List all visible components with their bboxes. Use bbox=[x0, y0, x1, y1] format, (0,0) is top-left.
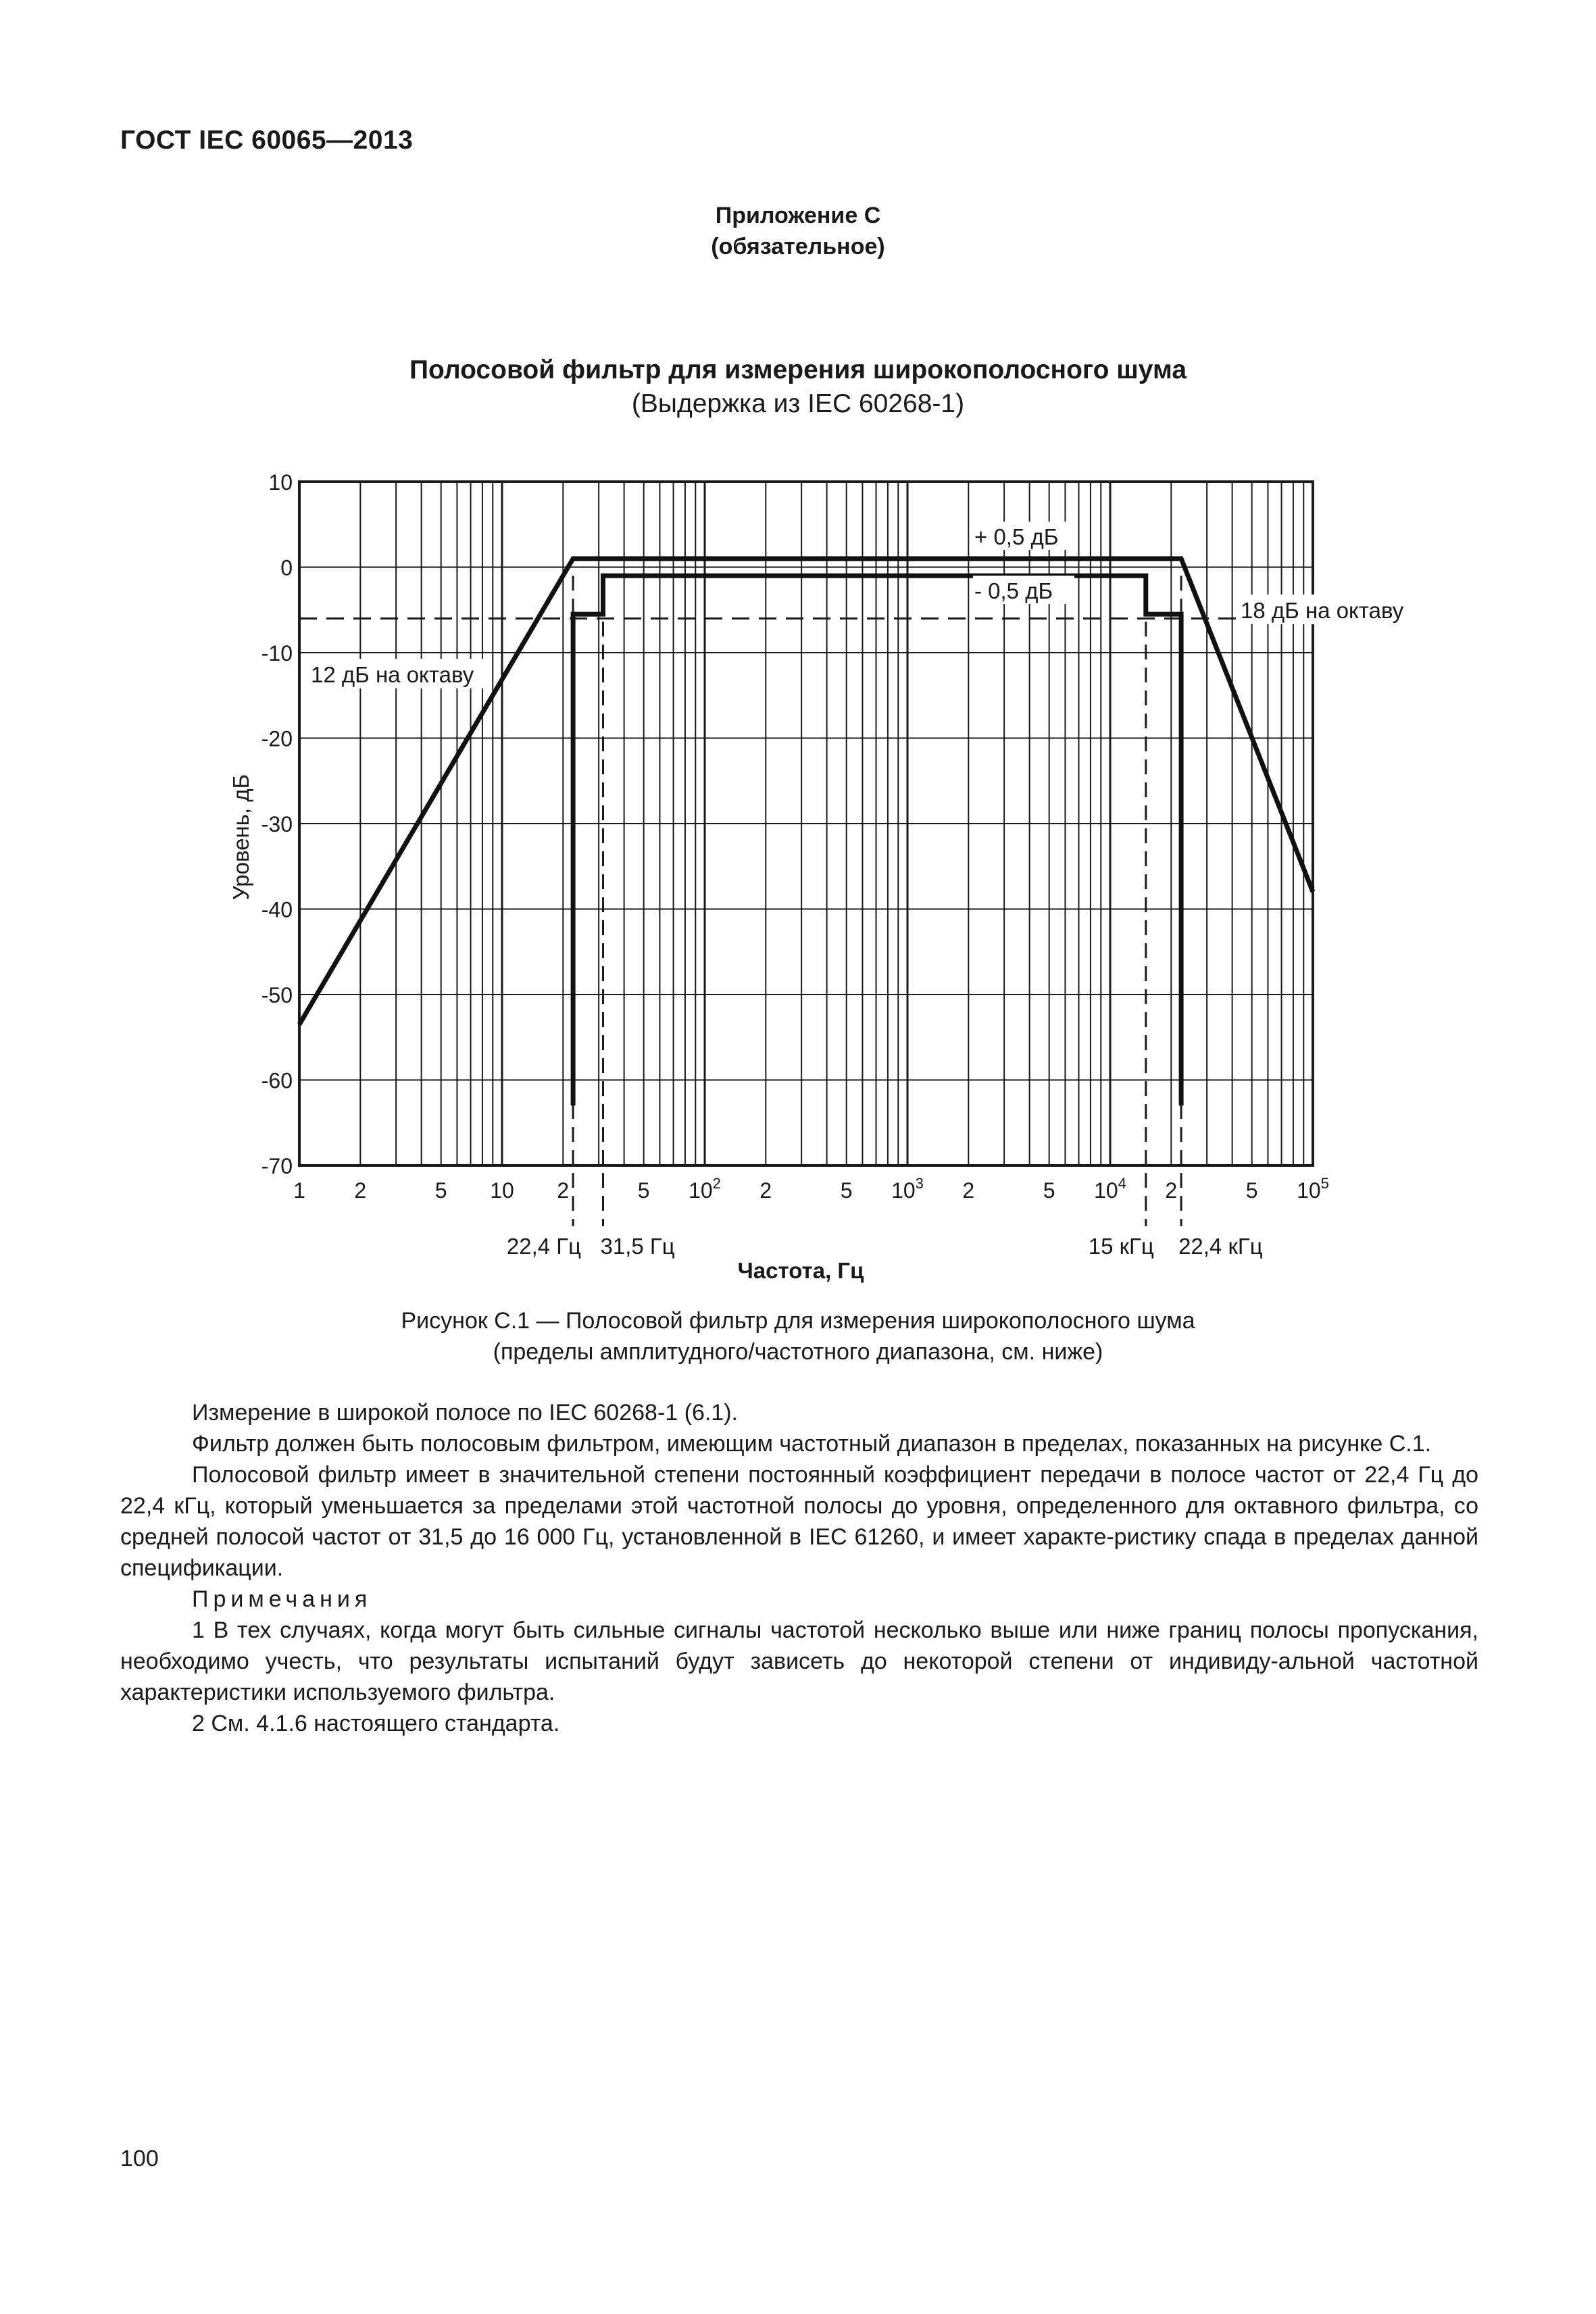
body-text bbox=[120, 1397, 1478, 1739]
x-tick-label: 2 bbox=[557, 1178, 570, 1203]
y-axis-label: Уровень, дБ bbox=[228, 774, 253, 901]
x-tick-label: 5 bbox=[1043, 1178, 1055, 1203]
limit-curves bbox=[299, 559, 1313, 1106]
y-tick-label: -30 bbox=[261, 812, 293, 836]
y-tick-label: -20 bbox=[261, 726, 293, 751]
x-axis-label: Частота, Гц bbox=[737, 1258, 864, 1283]
notes-heading: Примечания bbox=[192, 1586, 372, 1612]
chart-grid bbox=[299, 482, 1313, 1165]
annotations bbox=[308, 522, 1415, 1259]
x-tick-label: 5 bbox=[637, 1178, 650, 1203]
x-tick-label: 5 bbox=[1245, 1178, 1258, 1203]
right-slope-label: 18 дБ на октаву bbox=[1241, 598, 1404, 623]
y-tick-label: -10 bbox=[261, 641, 293, 665]
upper-limit-curve bbox=[299, 559, 1313, 1024]
y-tick-label: -50 bbox=[261, 983, 293, 1007]
y-tick-label: -70 bbox=[261, 1154, 293, 1178]
note: 1 В тех случаях, когда могут быть сильные сигналы частотой несколько выше или ниже границ полосы пропускания, необходимо учесть, что результаты испытаний будут зависеть до некоторой степени от индивиду-альной частотной характеристики используемого фильтра. bbox=[120, 1617, 1478, 1705]
y-tick-label: -40 bbox=[261, 897, 293, 922]
x-tick-label: 2 bbox=[759, 1178, 772, 1203]
figure-caption-line2: (пределы амплитудного/частотного диапазона, см. ниже) bbox=[493, 1339, 1103, 1365]
figure-caption-line1: Рисунок C.1 — Полосовой фильтр для измерения широкополосного шума bbox=[401, 1308, 1195, 1334]
annex-status: (обязательное) bbox=[711, 234, 885, 259]
figure-subtitle: (Выдержка из IEC 60268-1) bbox=[631, 389, 965, 418]
x-tick-label: 2 bbox=[354, 1178, 367, 1203]
x-tick-label: 5 bbox=[434, 1178, 447, 1203]
y-tick-label: 10 bbox=[268, 470, 293, 495]
frequency-marker-label: 22,4 Гц bbox=[506, 1234, 582, 1259]
figure-title: Полосовой фильтр для измерения широкополосного шума bbox=[409, 355, 1187, 384]
x-tick-label: 2 bbox=[1165, 1178, 1178, 1203]
x-tick-label: 2 bbox=[962, 1178, 975, 1203]
standard-id: ГОСТ IEC 60065—2013 bbox=[120, 126, 414, 155]
paragraph: Фильтр должен быть полосовым фильтром, имеющим частотный диапазон в пределах, показанных на рисунке C.1. bbox=[192, 1431, 1432, 1457]
frequency-marker-label: 15 кГц bbox=[1088, 1234, 1154, 1259]
page-number: 100 bbox=[120, 2146, 159, 2171]
x-tick-label: 5 bbox=[840, 1178, 853, 1203]
x-tick-label: 10 bbox=[490, 1178, 514, 1203]
paragraph: Полосовой фильтр имеет в значительной степени постоянный коэффициент передачи в полосе частот от 22,4 Гц до 22,4 кГц, который уменьшается за пределами этой частотной полосы до уровня, определенного для октавного фильтра, со средней полосой частот от 31,5 до 16 000 Гц, установленной в IEC 61260, и имеет характе-ристику спада в пределах данной спецификации. bbox=[120, 1462, 1478, 1581]
x-tick-label: $10^2$ bbox=[689, 1175, 721, 1203]
plus-tolerance-label: + 0,5 дБ bbox=[974, 524, 1059, 549]
x-tick-label: $10^4$ bbox=[1094, 1175, 1126, 1203]
y-tick-label: 0 bbox=[280, 555, 293, 580]
note: 2 См. 4.1.6 настоящего стандарта. bbox=[192, 1711, 560, 1736]
x-tick-label: $10^3$ bbox=[891, 1175, 924, 1203]
frequency-marker-label: 22,4 кГц bbox=[1178, 1234, 1263, 1259]
left-slope-label: 12 дБ на октаву bbox=[311, 662, 474, 687]
x-tick-label: $10^5$ bbox=[1297, 1175, 1329, 1203]
x-tick-label: 1 bbox=[293, 1178, 305, 1203]
annex-title: Приложение C bbox=[715, 203, 881, 228]
paragraph: Измерение в широкой полосе по IEC 60268-1 (6.1). bbox=[192, 1400, 738, 1426]
frequency-marker-label: 31,5 Гц bbox=[600, 1234, 675, 1259]
axis-labels bbox=[228, 470, 1329, 1283]
y-tick-label: -60 bbox=[261, 1068, 293, 1093]
minus-tolerance-label: - 0,5 дБ bbox=[974, 578, 1053, 603]
